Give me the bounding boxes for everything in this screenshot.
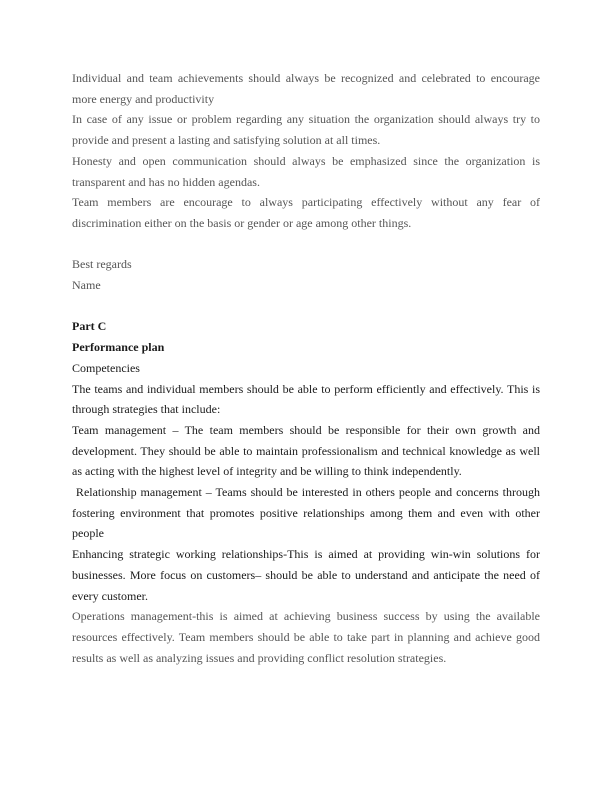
paragraph-recognition: Individual and team achievements should always be recognized and celebrated to encourage more energy and productivity xyxy=(72,71,540,106)
paragraph-honesty: Honesty and open communication should always be emphasized since the organization is transparent and has no hidden agendas. xyxy=(72,153,540,189)
spacer xyxy=(72,296,540,317)
part-c-heading: Part C xyxy=(72,319,107,334)
performance-plan-heading: Performance plan xyxy=(72,340,165,355)
paragraph-relationship-management: Relationship management – Teams should be interested in others people and concerns through fostering environment that promotes positive relationships among them and even with other people xyxy=(72,485,540,541)
spacer xyxy=(72,234,540,255)
competencies-label: Competencies xyxy=(72,360,140,375)
document-body xyxy=(72,68,540,668)
paragraph-operations-management: Operations management-this is aimed at achieving business success by using the available resources effectively. Team members should be able to take part in planning and achieve good results as well as analyzing issues and providing conflict resolution strategies. xyxy=(72,609,540,665)
paragraph-team-management: Team management – The team members should be responsible for their own growth and development. They should be able to maintain professionalism and technical knowledge as well as acting with the highest level of integrity and be willing to think independently. xyxy=(72,422,540,479)
paragraph-strategic-relationships: Enhancing strategic working relationships-This is aimed at providing win-win solutions for businesses. More focus on customers– should be able to understand and anticipate the need of every customer. xyxy=(72,547,540,603)
closing-name: Name xyxy=(72,278,101,293)
closing-regards: Best regards xyxy=(72,257,132,272)
paragraph-strategies-intro: The teams and individual members should be able to perform efficiently and effectively. This is through strategies that include: xyxy=(72,381,540,417)
paragraph-participation: Team members are encourage to always participating effectively without any fear of discrimination either on the basis or gender or age among other things. xyxy=(72,195,540,230)
paragraph-issue-resolution: In case of any issue or problem regarding any situation the organization should always try to provide and present a lasting and satisfying solution at all times. xyxy=(72,112,540,148)
